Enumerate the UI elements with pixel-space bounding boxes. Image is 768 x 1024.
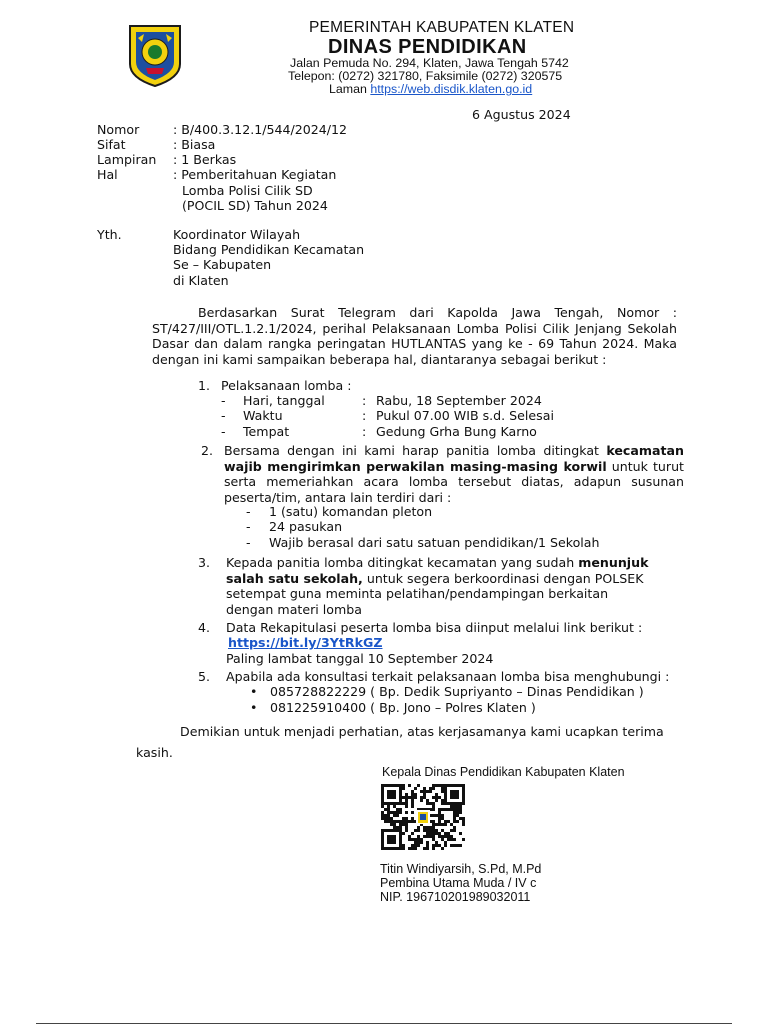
detail-value: Rabu, 18 September 2024 [376, 393, 542, 408]
sub-item: 24 pasukan [269, 519, 343, 534]
item-text: Kepada panitia lomba ditingkat kecamatan yang sudah [226, 555, 579, 570]
letter-date: 6 Agustus 2024 [472, 107, 571, 122]
meta-value: : Pemberitahuan Kegiatan [173, 167, 337, 182]
recipient-line: Bidang Pendidikan Kecamatan [173, 242, 365, 257]
recipient-line: Koordinator Wilayah [173, 227, 301, 242]
detail-colon: : [362, 393, 367, 408]
meta-value: : 1 Berkas [173, 152, 237, 167]
item-emphasis: kecamatan wajib mengirimkan perwakilan masing-masing korwil [224, 443, 684, 474]
item-text: untuk turut serta memeriahkan acara lomba tersebut diatas, adapun susunan peserta/tim, antara lain terdiri dari : [224, 458, 684, 505]
letterhead-agency: DINAS PENDIDIKAN [328, 36, 527, 58]
intro-paragraph: Berdasarkan Surat Telegram dari Kapolda Jawa Tengah, Nomor : ST/427/III/OTL.1.2.1/2024, perihal Pelaksanaan Lomba Polisi Cilik Jenjang Sekolah Dasar dan dalam rangka peringatan HUTLANTAS yang ke - 69 Tahun 2024. Maka dengan ini kami sampaikan beberapa hal, diantaranya sebagai berikut : [152, 305, 677, 367]
closing-line: kasih. [136, 745, 173, 760]
item-number: 1. [198, 378, 211, 393]
item-text: Apabila ada konsultasi terkait pelaksanaan lomba bisa menghubungi : [226, 669, 670, 684]
recipient-line: Se – Kabupaten [173, 257, 272, 272]
detail-dash: - [221, 393, 226, 408]
letterhead-government: PEMERINTAH KABUPATEN KLATEN [309, 19, 575, 36]
detail-colon: : [362, 408, 367, 423]
contact-line: 085728822229 ( Bp. Dedik Supriyanto – Dinas Pendidikan ) [270, 684, 644, 699]
website-link[interactable]: https://web.disdik.klaten.go.id [370, 82, 533, 96]
item-text: Paling lambat tanggal 10 September 2024 [226, 651, 494, 666]
meta-value: : B/400.3.12.1/544/2024/12 [173, 122, 348, 137]
website-label: Laman [329, 82, 367, 96]
item-number: 4. [198, 620, 211, 635]
meta-value: : Biasa [173, 137, 216, 152]
meta-label: Hal [97, 167, 118, 182]
detail-label: Waktu [243, 408, 283, 423]
signatory-nip: NIP. 196710201989032011 [380, 890, 531, 904]
item-text: untuk segera berkoordinasi dengan POLSEK setempat guna meminta pelatihan/pendampingan berkaitan dengan materi lomba [226, 570, 644, 617]
closing-line: Demikian untuk menjadi perhatian, atas kerjasamanya kami ucapkan terima [180, 724, 664, 739]
detail-value: Gedung Grha Bung Karno [376, 424, 537, 439]
item-body [226, 555, 656, 617]
item-title: Pelaksanaan lomba : [221, 378, 352, 393]
detail-label: Hari, tanggal [243, 393, 325, 408]
meta-label: Lampiran [97, 152, 157, 167]
item-emphasis: menunjuk salah satu sekolah, [226, 555, 649, 586]
item-body [224, 443, 684, 505]
subject-continuation: Lomba Polisi Cilik SD [182, 183, 313, 198]
meta-label: Sifat [97, 137, 126, 152]
contact-line: 081225910400 ( Bp. Jono – Polres Klaten ) [270, 700, 536, 715]
registration-link[interactable]: https://bit.ly/3YtRkGZ [228, 635, 383, 650]
bullet-icon: • [250, 700, 258, 715]
letterhead-address: Jalan Pemuda No. 294, Klaten, Jawa Tengah 5742 [290, 56, 569, 70]
item-text: Data Rekapitulasi peserta lomba bisa diinput melalui link berikut : [226, 620, 643, 635]
subject-continuation: (POCIL SD) Tahun 2024 [182, 198, 328, 213]
meta-label: Nomor [97, 122, 140, 137]
recipient-label: Yth. [97, 227, 122, 242]
letterhead-website [329, 82, 532, 96]
detail-colon: : [362, 424, 367, 439]
bullet-icon: • [250, 684, 258, 699]
sub-item: Wajib berasal dari satu satuan pendidikan/1 Sekolah [269, 535, 600, 550]
signatory-rank: Pembina Utama Muda / IV c [380, 876, 537, 890]
item-number: 3. [198, 555, 211, 570]
detail-label: Tempat [243, 424, 290, 439]
detail-dash: - [221, 408, 226, 423]
signatory-title: Kepala Dinas Pendidikan Kabupaten Klaten [382, 765, 625, 779]
sub-dash: - [246, 535, 251, 550]
item-number: 2. [201, 443, 214, 458]
detail-value: Pukul 07.00 WIB s.d. Selesai [376, 408, 554, 423]
item-text: Bersama dengan ini kami harap panitia lomba ditingkat [224, 443, 607, 458]
sub-dash: - [246, 519, 251, 534]
recipient-line: di Klaten [173, 273, 229, 288]
letterhead-phone: Telepon: (0272) 321780, Faksimile (0272) 320575 [288, 69, 563, 83]
signatory-name: Titin Windiyarsih, S.Pd, M.Pd [380, 862, 542, 876]
sub-item: 1 (satu) komandan pleton [269, 504, 433, 519]
detail-dash: - [221, 424, 226, 439]
sub-dash: - [246, 504, 251, 519]
klaten-regency-logo [124, 20, 186, 88]
qr-code-icon [381, 784, 465, 852]
item-number: 5. [198, 669, 211, 684]
